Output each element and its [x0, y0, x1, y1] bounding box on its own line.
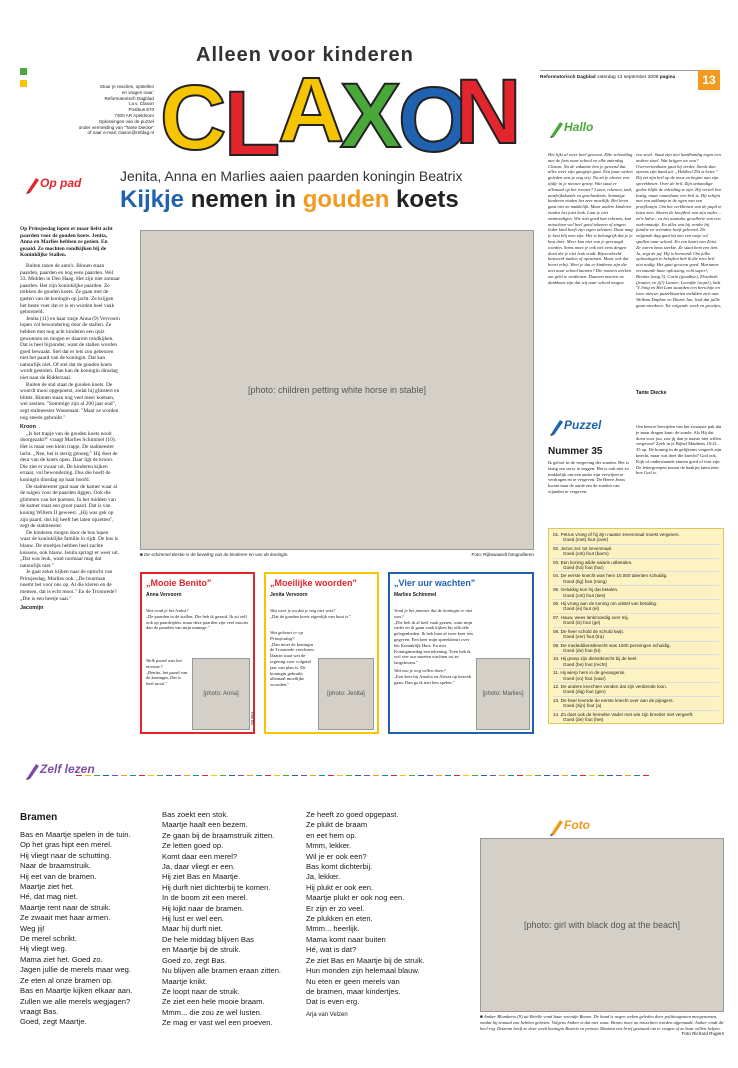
- story-title: Bramen: [20, 812, 58, 823]
- header-subtitle: Alleen voor kinderen: [196, 44, 414, 66]
- paper-name: Reformatorisch Dagblad: [540, 75, 596, 80]
- logo-letter-c: C: [160, 67, 227, 169]
- logo-letter-l: L: [224, 73, 281, 175]
- hallo-column-1: Het lijkt al weer heel gewoon. Elke schooldag met de fiets naar school en elke zaterdag Claxon. Na de vakantie ben je gewend dat alles weer zijn gangetje gaat. Een paar weken geleden was je nog vrij. Nu zit je alweer een tijdje in je nieuwe groep. Wat staat er allemaal op het rooster? Lezen, rekenen, taal, aardrijkskunde en geschiedenis. Sommige kinderen vinden het zeer moeilijk. Het leren gaat niet zo makkelijk. Maar andere kinderen vinden het juist leuk. Laat je niet ontmoedigen. Wie niet goed kan rekenen, kan misschien wel heel goed tekenen of zingen. Ieder kind heeft zijn eigen talenten. Daar mag je best blij mee zijn. Het is belangrijk dat je je best doet. Meer kan niet van je gevraagd worden. Soms moet je ook wel eens dingen doen die je niet leuk vindt. Bijvoorbeeld huiswerk maken of opruimen. Maar ook dat hoort erbij. Weet je dat er kinderen zijn die niet naar school kunnen? Die moeten werken om geld te verdienen. Daarom moeten we dankbaar zijn dat wij naar school mogen.: [548, 152, 633, 285]
- pen-icon: [24, 176, 40, 194]
- story-column-3: Ze heeft zo goed opgepast. Ze plukt de braam en eet hem op. Mmm, lekker. Wil je er ook een? Bas komt dichterbij. Ja, lekker. Hij plukt er ook een. Maartje plukt er ook nog een. Er zijn er zo veel. Ze plukken en eten. Mmm... heerlijk. Mama komt naar buiten Hé, wat is dat? Ze ziet Bas en Maartje bij de struik. Hun monden zijn helemaal blauw. Nu eten er geen merels van de bramen, maar kindertjes. Dat is even erg.: [306, 810, 425, 1007]
- article-paragraph: „Is het trapje van de gouden koets nooit doorgezakt?" vraagt Marlies Schimmel (10). Het is maar een klein trapje. De stalmeester lacht. „Nee, het is sterig genoeg." Hij doet de deur van de koets open. Daar ligt de kroon. Die ziet er zwaar uit. De kinderen kijken ernaar, vol bewondering. Dus die hoeft de koningin dinsdag op haar hoofd.: [20, 430, 118, 483]
- colored-dot-divider: [76, 768, 716, 776]
- foto-badge: Foto: [548, 818, 564, 841]
- zelf-lezen-badge: Zelf lezen: [24, 762, 40, 785]
- puzzel-list: [548, 528, 724, 724]
- puzzel-item: 12. De andere knechten vonden dat zijn verdiende loon. Goed (dig) fout (gen): [553, 683, 719, 697]
- interview-box-marlies: „Vier uur wachten" Marlies Schimmel Vond je het jammer dat de koningin er niet was? „Die heb ik al heel vaak gezien, want mijn vader en ik gaan vaak kijken bij officiële gelegenheden. Ik heb haar al twee keer iets gegeven. Een keer mijn spreekbeurt over het Koninklijk Huis. En met Koninginnedag een tekening. Toen heb ik wel vier uur moeten wachten tot ze langskwam." Wat zou je nog willen doen? „Een keer bij Amalia en Alexia op bezoek gaan. Dan ga ik met hen spelen." [photo: Marlies]: [388, 572, 534, 734]
- pen-icon: [548, 418, 564, 436]
- puzzel-item: 01. Petrus vroeg of hij zijn naaste zevenmaal moest vergeven. Goed (met) fout (over): [553, 531, 719, 545]
- subheading-kroon: Kroon: [20, 424, 36, 431]
- puzzel-item: 11. Hij wierp hem in de gevangenis. Goed (vo) fout (vaar): [553, 669, 719, 683]
- logo-letter-o: O: [398, 69, 470, 171]
- photo-credit: Foto RD: [250, 712, 254, 726]
- portrait-anna: [photo: Anna]: [192, 658, 250, 730]
- article-paragraph: Buiten razen de auto's. Binnen staan paarden, paarden en nog eens paarden. Wel 33. Midden in Den Haag. Het zijn niet zomaar paarden. Het zijn koninklijke paarden. Ze trekken de gouden koets. Ze gaan met de gasten van de koningin op jacht. Ze krijgen het beste voer dat er is en worden heel vaak geborsteld.: [20, 262, 120, 316]
- puzzel-intro: Ik geloof in de vergeving der zonden. Het is lastig om sorry te zeggen. Het is ook niet zo makkelijk om een ander zijn verwijten te verdragen en te vergeven. De Heere Jezus kwam naar de aarde om de zonden van vijanden te vergeven.: [548, 460, 629, 494]
- article-headline: Kijkje nemen in gouden koets: [120, 186, 459, 213]
- hallo-badge: Hallo: [548, 120, 564, 143]
- photo-credit: Foto Richard Rugers: [681, 1031, 724, 1037]
- header-rule: [540, 70, 698, 71]
- puzzel-item: 04. De eerste knecht was hem 10.000 talenten schuldig. Goed (tig) fout (ming): [553, 572, 719, 586]
- story-byline: Arja van Velzen: [306, 1012, 348, 1018]
- op-pad-badge: Op pad: [24, 176, 40, 199]
- article-paragraph: Je gaat zeker kijken naar de optocht van Prinsjesdag, Marlies ook. „De buurman noemt het voor ons op. Al die kleren en de mensen, dat is echt mooi." En de Troonrede? „Die is een beetje saai.": [20, 569, 117, 602]
- portrait-jenita: [photo: Jenita]: [318, 658, 374, 730]
- puzzel-number: Nummer 35: [548, 446, 603, 457]
- box-title: „Mooie Benito": [146, 578, 212, 588]
- box-author: Marlies Schimmel: [394, 592, 437, 598]
- photo-caption: ■ De schimmel Bestie is de lieveling van de kinderen en van de koningin.: [140, 552, 289, 557]
- color-square-yellow: [20, 80, 27, 87]
- hallo-column-2: een stoel. Staat zijn niet hardhandig tegen een andere stoel. Wat krijgen we nou? Oververtenthaar gaat hij verder. Steekt dan opeens zijn hand uit. „Hebbes! Dit is beter." Hij zet zijn bril op de neus en begint aan zijn spreekbeurt. Over de bril. Zijn onhandige gedoe blijkt de inleiding te zijn. Hij vertelt hoe lastig, maar onmisbaar een bril is. Hij schijnt met een zaklamp in de ogen van een proefkonijn. Om het verklinnen van de pupil te laten zien. Skavet de hoofdrol van zijn vader –zo'n halve– en het aantalse gevallerte van een oud-omaatje. En alles wat hij verder bij familie en vrienden heeft gehoord. De volgende dag gaat hij met een tasje vol spullen naar school. En een kaart van Zeist. Ze waren heus sterkte. Ze staat hem een tien. Ja, zegt de juf. Hij is beroemd. Om jullie oplossingen te bekijken heb ik die nice bril niet nodig. Het gaat gewoon goed. Marianne verstuurde haar oplossing, echt super!; Bertine (mag 3), Carin (goodbye), Elisabeth (fraaier, en jij!) Lauree, Leentjke (oops!), kids 'Y Jong en Het Lam stuurden een berichtje en twee nieuwe puzzelkaarten meldden zich aan. Welkom Daphne en Hiarm Jan, leuk dat jullie gaan meedoen. Tot volgende week en groetjes,: [636, 152, 722, 308]
- puzzel-item: 06. Hij vroeg aan de koning om uitstel van betaling. Goed (ei) fout (el): [553, 600, 719, 614]
- puzzel-item: 08. De heer schold de schuld kwijt. Goed (eer) fout (tra): [553, 628, 719, 642]
- puzzel-item: 05. Gelukkig kon hij dat betalen. Goed (ont) fout (ties): [553, 586, 719, 600]
- box-title: „Moeilijke woorden": [270, 578, 357, 588]
- pen-icon: [24, 762, 40, 780]
- logo-letter-a: A: [278, 59, 345, 161]
- box-author: Jenita Vervoorn: [270, 592, 308, 598]
- foto-caption: ■ Amber Blomberts (9) uit Brielle vond haar vriendje Benno. De hond is negen weken geleden door politieagenten meegenomen, omdat hij zomaal zou hebben gebeten. Volgens Amber is dat niet waar. Benno moet nu misschien worden afgemaakt. Amber vindt dit heel erg. Daarom heeft ze deze week koningin Beatrix en prinses Maxima een brief gestuurd om te vragen of ze haar willen helpen. Foto Richard Rugers: [480, 1014, 724, 1037]
- puzzel-item: 02. Jezus zei: tot zevenmaal. Goed (ont) fout (barm): [553, 545, 719, 559]
- puzzel-badge: Puzzel: [548, 418, 564, 441]
- paper-date-line: [540, 75, 675, 80]
- photo-credit: Foto: Rijkswaardt fotografieren: [471, 552, 534, 557]
- page-number: 13: [698, 70, 720, 90]
- article-intro: Op Prinsjesdag lopen er maar liefst acht paarden voor de gouden koets. Jenita, Anna en Marlies hebben ze gezien. En geaaid. Ze mochten rondkijken bij de Koninklijke Stallen.: [20, 226, 113, 259]
- puzzel-item: 09. De mededdienstknecht was 1000 penningen schuldig. Goed (de) fout (kt): [553, 642, 719, 656]
- interview-box-jenita: „Moeilijke woorden" Jenita Vervoorn Wat weet je nu dat je nog niet wist? „Dat de gouden koets eigenlijk van hout is." Wat gebeurt er op Prinsjesdag? „Dan moet de koningin de Troonrede voorlezen. Daarin staat wat de regering voor volgend jaar van plan is. De koningin gebruikt allemaal moeilijke woorden." [photo: Jenita]: [264, 572, 379, 734]
- interview-box-anna: „Mooie Benito" Anna Vervoorn Wat vond je het leukst? „De paarden in de stallen. Die heb ik geaaid. Ik zit zelf ook op paardrijden, maar deze paarden zijn veel mooier dan de paarden van mijn manege." Welk paard was het mooiste? „Benito, het paard van de koningin. Dat is heel mooi." [photo: Anna] Foto RD: [140, 572, 255, 734]
- pen-icon: [548, 818, 564, 836]
- article-body: [20, 226, 120, 612]
- article-kicker: Jenita, Anna en Marlies aaien paarden koningin Beatrix: [120, 168, 463, 184]
- address-block: Stuur je reacties, opstellen en vragen naar: Reformatorisch Dagblad t.a.v. Claxon Postbus 670 7300 AR Apeldoorn Oplossingen van de puzzel onder vermelding van "Tante Diecke" of naar e-mail: claxon@refdag.nl: [78, 84, 154, 136]
- portrait-marlies: [photo: Marlies]: [476, 658, 530, 730]
- box-author: Anna Vervoorn: [146, 592, 182, 598]
- stable-photo: [photo: children petting white horse in stable]: [140, 230, 534, 550]
- puzzel-item: 10. Hij greep zijn dienstknecht bij de keel. Goed (be) fout (recht): [553, 655, 719, 669]
- pen-icon: [548, 120, 564, 138]
- issue-date: zaterdag 13 september 2008: [597, 75, 659, 80]
- story-column-1: Bas en Maartje spelen in de tuin. Op het gras hipt een merel. Hij vliegt naar de schutting. Naar de braamstruik. Hij eet van de bramen. Maartje ziet het. Hé, dat mag niet. Maartje rent naar de struik. Ze zwaait met haar armen. Weg jij! De merel schrikt. Hij vliegt weg. Mama ziet het. Goed zo. Jagen jullie de merels maar weg. Ze eten al onze bramen op. Bas en Maartje kijken elkaar aan. Zullen we alle merels wegjagen? vraagt Bas. Goed, zegt Maartje.: [20, 830, 133, 1027]
- puzzel-item: 14. Zo doet ook de hemelse Vader met wie zijn broeder niet vergeeft. Goed (de) fout (het): [553, 711, 694, 722]
- page-label: pagina: [659, 75, 676, 80]
- article-paragraph: De stalmeester gaat naar de kamer waar al de tuigen voor de paarden liggen. Ook die glimmen van het poetsen. In het midden van de kamer staat een groot paard. Dat is van koning Willem II geweest. „Hij was gek op zijn paard, dus hij heeft het laten opzetten", zegt de stalmeester.: [20, 483, 118, 530]
- hallo-signoff: Tante Diecke: [636, 390, 667, 396]
- logo-letter-x: X: [340, 65, 402, 167]
- beach-dog-photo: [photo: girl with black dog at the beach]: [480, 838, 724, 1012]
- puzzel-item: 03. Een koning wilde salaris uitbetalen. Goed (ho) fout (har): [553, 559, 719, 573]
- story-column-2: Bas zoekt een stok. Maartje haalt een bezem. Ze gaan bij de braamstruik zitten. Ze letten goed op. Komt daar een merel? Ja, daar vliegt er een. Hij ziet Bas en Maartje. Hij durft niet dichterbij te komen. In de boom zit een merel. Hij kijkt naar de bramen. Hij lust er wel een. Maar hij durft niet. De hele middag blijven Bas en Maartje bij de struik. Goed zo, zegt Bas. Nu blijven alle bramen eraan zitten. Maartje knikt. Ze loopt naar de struik. Ze ziet een hele mooie braam. Mmm... die zou ze wel lusten. Ze mag er vast wel een proeven.: [162, 810, 282, 1028]
- puzzel-item: 13. De heer leverde de eerste knecht over aan de pijnigers. Goed (zijn) fout (a): [553, 697, 719, 711]
- logo-letter-n: N: [455, 61, 522, 163]
- color-square-green: [20, 68, 27, 75]
- puzzel-right-text: Om hem te bevrijden van het zwaarste pak dat je maar dragen kunt: de zonde. Als Hij dat doen voor jou, zou jij dan je naaste niet willen vergeven? Zoek in je Bijbel Mattheüs 18:21–35 op. De koning in de gelijkenis vergeeft zijn knecht, maar wat doet die knecht? God ook. Kijk of onderstaande zinnen goed of fout zijn. De lettergroepen tussen de haakjes laten zien hoe God is.: [636, 424, 722, 476]
- article-paragraph: Jenita (11) en haar zusje Anna (9) Vervoorn lopen vol bewondering door de stallen. Ze hebben met nog acht kinderen een quiz gewonnen en mogen er daarom rondkijken. Dat is heel bijzonder, want de stallen worden goed bewaakt. Stel dat er iets zou gebeuren met het paard van de koningin. Dat kan natuurlijk niet. Of stel dat de gouden koets wordt gestolen. Dan kan de koningin dinsdag niet naar de Ridderzaal.: [20, 315, 120, 382]
- claxon-logo: [160, 59, 522, 175]
- article-paragraph: De kinderen mogen door de bus lopen waar de koninklijke familie in rijdt. De bus is blauw. De stoeltjes hebben heel zachte kussens, ook blauw. Jenita springt er weer uit. „Dat was leuk, want normaal mag dat natuurlijk niet.": [20, 529, 120, 569]
- puzzel-item: 07. Hauw, wees lankmoedig over mij. Goed (is) fout (ge): [553, 614, 719, 628]
- article-byline: Jacomijn: [20, 605, 44, 612]
- article-paragraph: Buiten de stal staat de gouden koets. De woordt mooi opgepoetst, zodat hij glinstert en blinkt. Binnen staan nog veel meer koetsen, wel zestien. "Sommige zijn al 200 jaar oud", zegt stalmeester Wassenaar. "Maar ze worden nog steeds gebruikt.": [20, 381, 120, 421]
- box-title: „Vier uur wachten": [394, 578, 476, 588]
